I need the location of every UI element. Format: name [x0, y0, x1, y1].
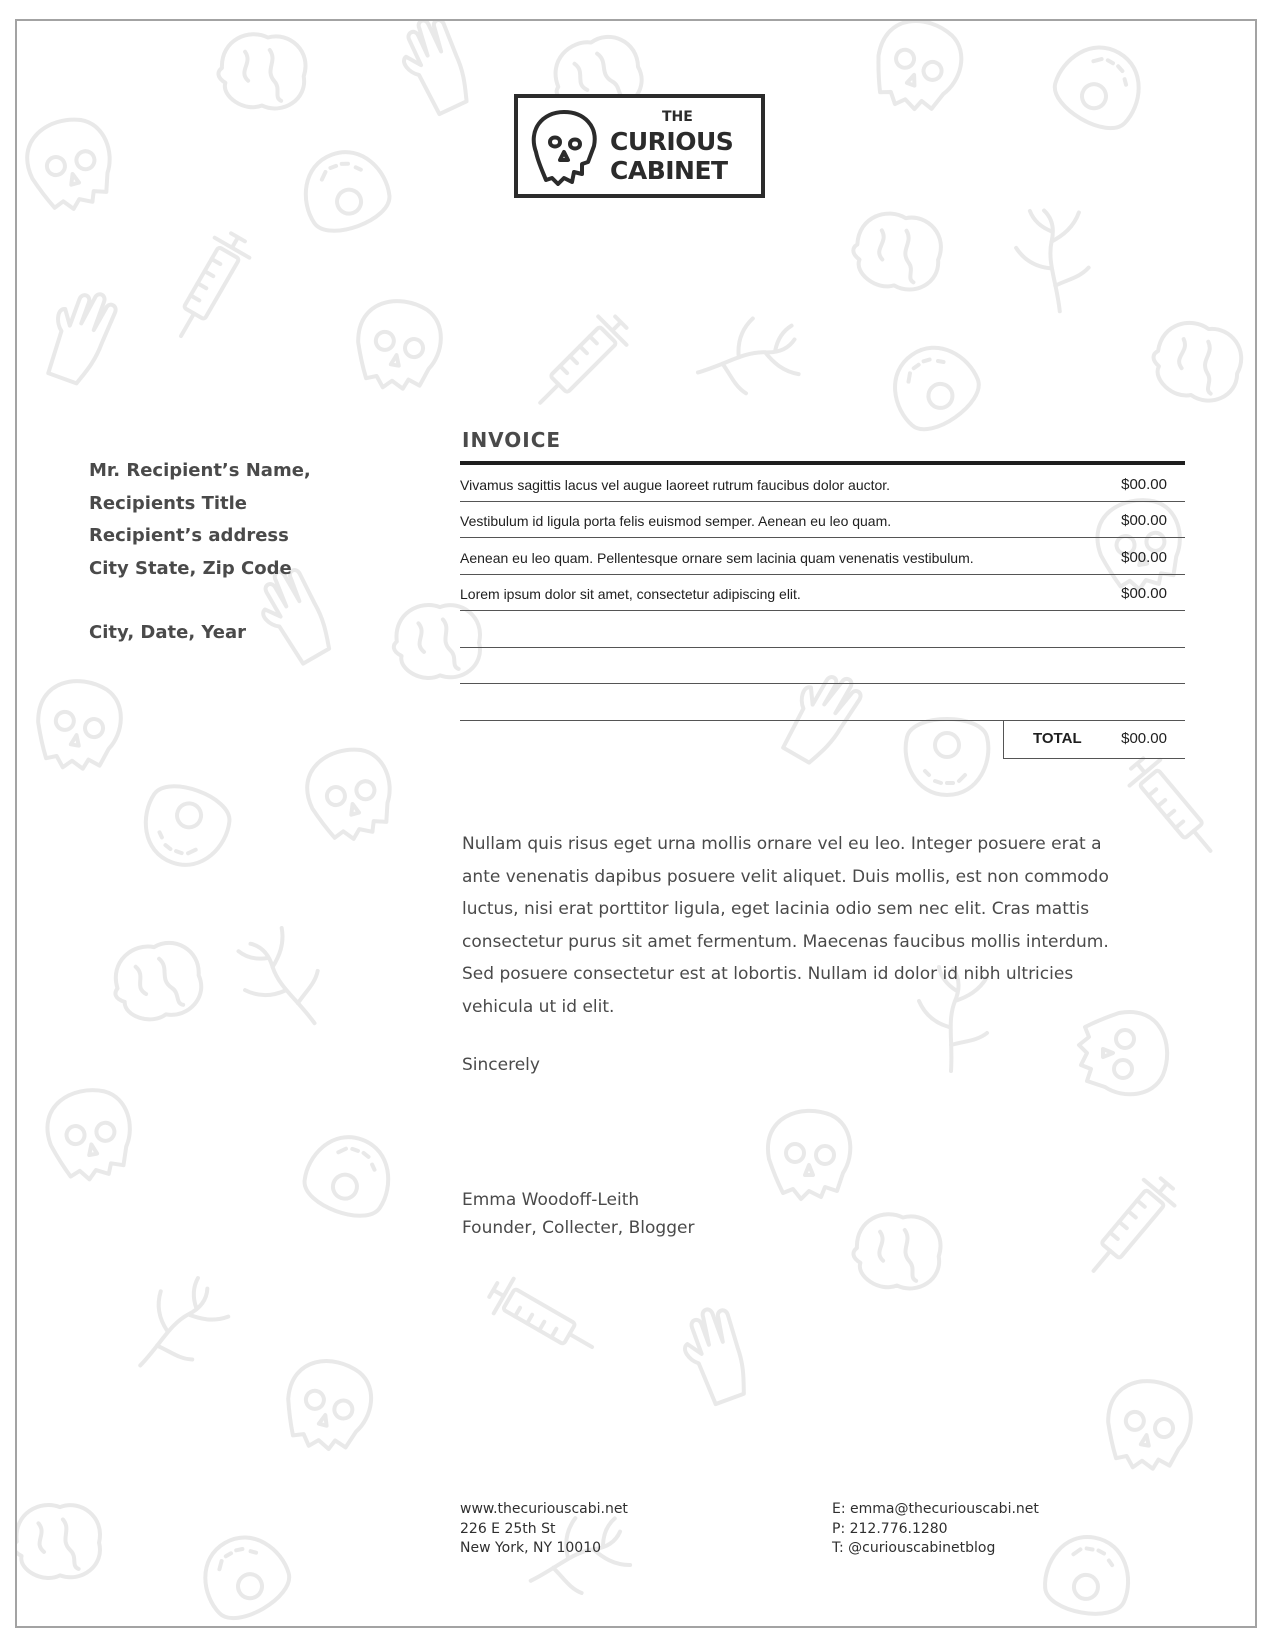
footer-street: 226 E 25th St [460, 1520, 556, 1537]
letter-date: City, Date, Year [89, 622, 247, 643]
footer-email[interactable]: E: emma@thecuriouscabi.net [832, 1501, 1039, 1517]
recipient-city-state-zip: City State, Zip Code [89, 557, 292, 579]
invoice-row-empty [460, 611, 1185, 648]
signer-name: Emma Woodoff-Leith [462, 1190, 640, 1210]
recipient-name: Mr. Recipient’s Name, [89, 460, 311, 481]
skull-icon [528, 108, 604, 186]
invoice-row [460, 502, 1185, 539]
recipient-block [89, 458, 311, 653]
signer-role: Founder, Collecter, Blogger [462, 1218, 695, 1238]
company-logo [514, 94, 765, 198]
invoice-item-description: Aenean eu leo quam. Pellentesque ornare sem lacinia quam venenatis vestibulum. [460, 549, 974, 566]
footer-twitter[interactable]: T: @curiouscabinetblog [832, 1540, 996, 1556]
invoice-heading: INVOICE [462, 428, 562, 452]
invoice-item-description: Vivamus sagittis lacus vel augue laoreet rutrum faucibus dolor auctor. [460, 476, 891, 493]
letter-closing: Sincerely [462, 1055, 540, 1075]
invoice-row [460, 465, 1185, 502]
signature-block [462, 1186, 694, 1242]
logo-text-cabinet: CABINET [610, 156, 728, 185]
invoice-row-empty [460, 648, 1185, 685]
invoice-row-empty [460, 684, 1185, 721]
logo-text-the: THE [662, 109, 693, 125]
invoice-item-description: Vestibulum id ligula porta felis euismod semper. Aenean eu leo quam. [460, 513, 892, 529]
footer-city: New York, NY 10010 [460, 1540, 602, 1556]
invoice-item-amount: $00.00 [1121, 512, 1167, 529]
page-border [15, 19, 1257, 1628]
footer-contact [832, 1500, 1039, 1559]
recipient-address: Recipient’s address [89, 525, 289, 546]
invoice-item-description: Lorem ipsum dolor sit amet, consectetur adipiscing elit. [460, 586, 801, 602]
invoice-total [1003, 720, 1185, 759]
footer-phone: P: 212.776.1280 [832, 1520, 948, 1537]
invoice-row [460, 575, 1185, 612]
recipient-title: Recipients Title [89, 492, 248, 514]
invoice-total-label: TOTAL [1033, 730, 1082, 747]
letter-body: Nullam quis risus eget urna mollis ornare vel eu leo. Integer posuere erat a ante venenatis dapibus posuere velit aliquet. Duis mollis, est non commodo luctus, nisi erat porttitor ligula, eget lacinia odio sem nec elit. Cras mattis consectetur purus sit amet fermentum. Maecenas faucibus mollis interdum. Sed posuere consectetur est at lobortis. Nullam id dolor id nibh ultricies vehicula ut id elit. [462, 834, 1109, 1017]
invoice-item-amount: $00.00 [1121, 475, 1167, 493]
invoice-item-amount: $00.00 [1121, 548, 1167, 566]
footer-address [460, 1500, 628, 1559]
invoice-item-amount: $00.00 [1121, 585, 1167, 602]
footer-website[interactable]: www.thecuriouscabi.net [460, 1501, 628, 1517]
logo-text-curious: CURIOUS [610, 127, 734, 156]
invoice-total-amount: $00.00 [1121, 730, 1167, 747]
invoice-row [460, 538, 1185, 575]
invoice-table [460, 465, 1185, 721]
